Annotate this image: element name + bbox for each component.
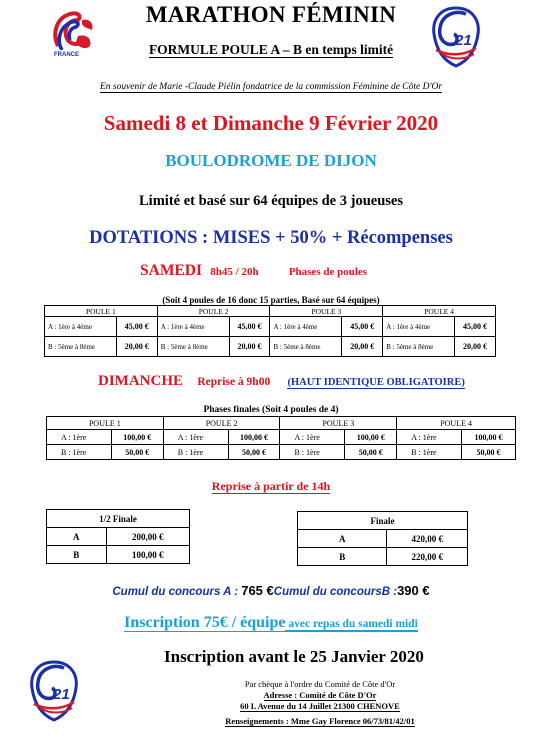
pool-b-value: 20,00 €	[229, 337, 270, 357]
event-dotations: DOTATIONS : MISES + 50% + Récompenses	[89, 228, 453, 248]
pool-a-value: 100,00 €	[462, 430, 516, 445]
finale-row	[298, 530, 468, 548]
finale-value: 220,00 €	[387, 548, 468, 566]
footer-cheque: Par chèque à l'ordre du Comité de Côte d'Or	[244, 679, 396, 689]
demi-finale-row	[47, 528, 190, 546]
dimanche-pools-header-row	[47, 417, 516, 430]
inscription-deadline: Inscription avant le 25 Janvier 2020	[164, 647, 424, 666]
reprise-14h-text: Reprise à partir de 14h	[211, 479, 331, 493]
finale-label: B	[298, 548, 387, 566]
phases-finales-label: Phases finales (Soit 4 poules de 4)	[203, 405, 339, 415]
cumul-b-amount: 390 €	[397, 583, 430, 598]
footer-renseignements	[170, 716, 470, 726]
pool-b-value: 50,00 €	[345, 445, 397, 460]
samedi-pools-header-row	[45, 306, 496, 317]
pool-a-label: A : 1ère à 4ème	[45, 317, 117, 337]
pool-header: POULE 1	[47, 417, 164, 430]
pool-a-label: A : 1ère	[163, 430, 228, 445]
pool-b-label: B : 1ère	[47, 445, 112, 460]
finale-label: A	[298, 530, 387, 548]
cumul-b-label: Cumul du concoursB :	[273, 586, 398, 598]
cumul-a-amount: 765 €	[241, 583, 274, 598]
finale-row	[298, 548, 468, 566]
dimanche-dress-code: (HAUT IDENTIQUE OBLIGATOIRE)	[287, 377, 465, 388]
dimanche-day: DIMANCHE	[98, 373, 183, 389]
pool-header: POULE 3	[280, 417, 397, 430]
pool-b-value: 20,00 €	[116, 337, 157, 357]
samedi-phase: Phases de poules	[288, 266, 368, 278]
samedi-pools-row-a	[45, 317, 496, 337]
pool-a-label: A : 1ère à 4ème	[383, 317, 455, 337]
inscription-wrap	[124, 614, 418, 632]
demi-finale-label: A	[47, 528, 107, 546]
pool-a-label: A : 1ère	[47, 430, 112, 445]
dimanche-heading	[98, 373, 465, 390]
footer-adresse	[170, 690, 470, 700]
pool-header: POULE 2	[163, 417, 280, 430]
samedi-heading	[140, 262, 367, 280]
pool-a-value: 100,00 €	[345, 430, 397, 445]
cd21-logo-bottom	[26, 658, 82, 724]
demi-finale-value: 100,00 €	[106, 546, 189, 564]
pool-a-value: 45,00 €	[342, 317, 383, 337]
pool-b-label: B : 1ère	[397, 445, 462, 460]
footer-adresse-text: Adresse : Comité de Côte D'Or	[263, 690, 377, 700]
logo-bottom-label: 21	[53, 686, 70, 703]
pool-header: POULE 3	[270, 306, 383, 317]
samedi-time: 8h45 / 20h	[210, 266, 259, 278]
pool-b-label: B : 1ère	[163, 445, 228, 460]
pool-b-label: B : 5ème à 8ème	[383, 337, 455, 357]
formule-line	[0, 42, 542, 58]
dimanche-pools-table	[46, 416, 516, 460]
dimanche-pools-row-b	[47, 445, 516, 460]
pool-a-value: 45,00 €	[116, 317, 157, 337]
demi-finale-row	[47, 546, 190, 564]
pool-a-label: A : 1ère	[397, 430, 462, 445]
inscription-price: Inscription 75€ / équipe	[124, 614, 286, 631]
pool-header: POULE 4	[383, 306, 496, 317]
pool-b-value: 50,00 €	[462, 445, 516, 460]
event-venue: BOULODROME DE DIJON	[165, 151, 377, 170]
logo-right-label: 21	[455, 32, 472, 49]
pool-a-value: 100,00 €	[111, 430, 163, 445]
footer-street	[170, 701, 470, 711]
finale-value: 420,00 €	[387, 530, 468, 548]
finale-table	[297, 511, 468, 566]
pool-b-label: B : 5ème à 8ème	[270, 337, 342, 357]
event-dates: Samedi 8 et Dimanche 9 Février 2020	[103, 111, 439, 135]
demi-finale-header-row	[47, 510, 190, 528]
formule-text: FORMULE POULE A – B en temps limité	[148, 42, 394, 57]
souvenir-line	[0, 82, 542, 92]
pool-b-label: B : 5ème à 8ème	[45, 337, 117, 357]
dimanche-pools-row-a	[47, 430, 516, 445]
pool-header: POULE 1	[45, 306, 158, 317]
pool-a-value: 45,00 €	[229, 317, 270, 337]
logo-left-label: FRANCE	[54, 52, 79, 58]
pool-b-label: B : 5ème à 8ème	[157, 337, 229, 357]
pool-header: POULE 4	[397, 417, 516, 430]
demi-finale-table	[46, 509, 190, 564]
inscription-line	[0, 614, 542, 632]
footer-renseignements-text: Renseignements : Mme Gay Florence 06/73/81/42/01	[225, 716, 415, 726]
cumul-line	[0, 583, 542, 598]
pool-a-value: 45,00 €	[455, 317, 496, 337]
samedi-note: (Soit 4 poules de 16 donc 15 parties, Basé sur 64 équipes)	[162, 295, 380, 305]
cumul-a-label: Cumul du concours A :	[112, 586, 242, 598]
pool-b-value: 20,00 €	[342, 337, 383, 357]
pool-a-label: A : 1ère à 4ème	[157, 317, 229, 337]
dimanche-reprise: Reprise à 9h00	[197, 376, 271, 388]
samedi-day: SAMEDI	[140, 262, 203, 279]
demi-finale-value: 200,00 €	[106, 528, 189, 546]
pool-b-value: 50,00 €	[111, 445, 163, 460]
samedi-pools-row-b	[45, 337, 496, 357]
demi-finale-label: B	[47, 546, 107, 564]
finale-header-row	[298, 512, 468, 530]
pool-b-value: 50,00 €	[228, 445, 280, 460]
footer-street-text: 60 L Avenue du 14 Juillet 21300 CHENOVE	[240, 701, 400, 711]
demi-finale-title: 1/2 Finale	[47, 510, 190, 528]
pool-a-value: 100,00 €	[228, 430, 280, 445]
event-limit: Limité et basé sur 64 équipes de 3 joueuses	[139, 193, 403, 209]
pool-b-label: B : 1ère	[280, 445, 345, 460]
pool-header: POULE 2	[157, 306, 270, 317]
page-title: MARATHON FÉMININ	[145, 2, 397, 27]
reprise-14h	[0, 479, 542, 494]
finale-title: Finale	[298, 512, 468, 530]
souvenir-text: En souvenir de Marie -Claude Piélin fondatrice de la commission Féminine de Côte D'Or	[99, 82, 443, 92]
pool-a-label: A : 1ère	[280, 430, 345, 445]
pool-a-label: A : 1ère à 4ème	[270, 317, 342, 337]
samedi-pools-table	[44, 305, 496, 357]
pool-b-value: 20,00 €	[455, 337, 496, 357]
inscription-note: avec repas du samedi midi	[285, 618, 418, 630]
